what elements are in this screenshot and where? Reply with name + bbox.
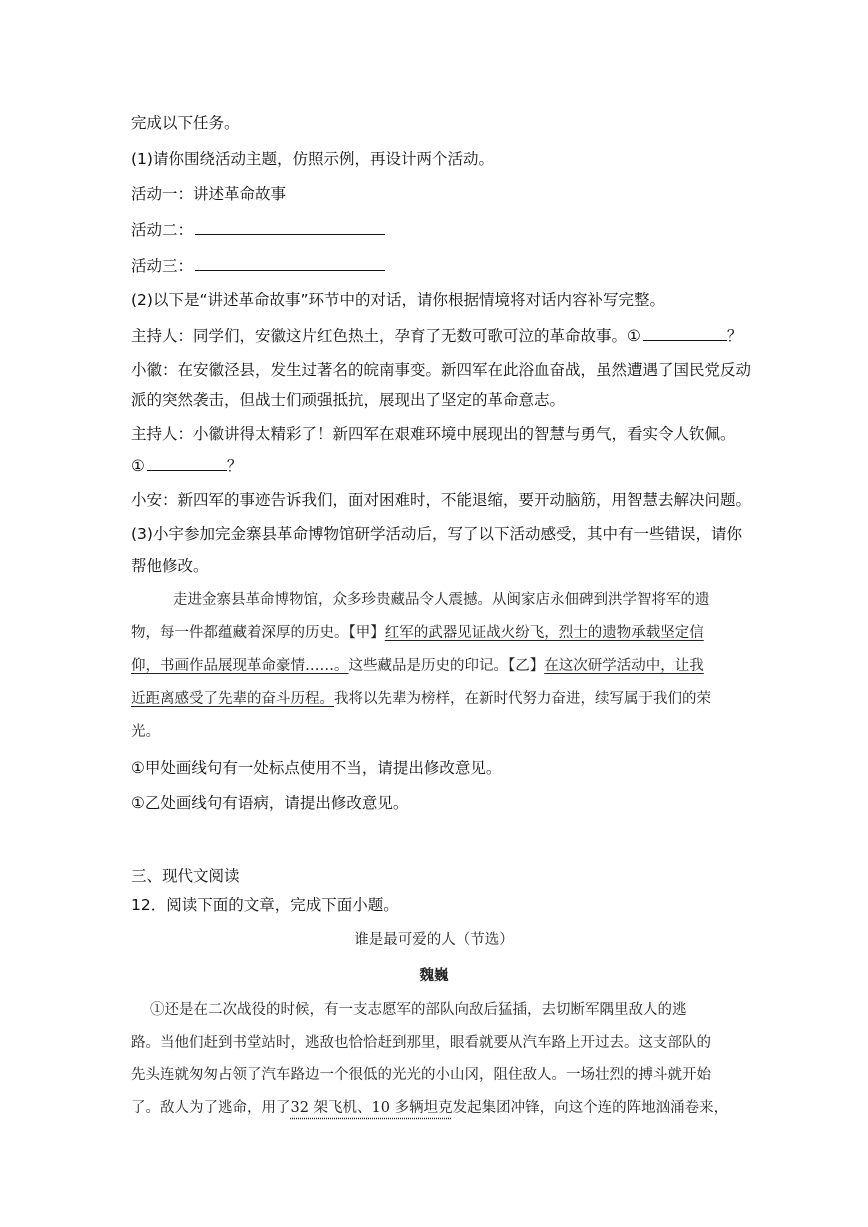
article-p1-line-4: [131, 1098, 728, 1118]
activity-3-blank[interactable]: [195, 256, 385, 271]
host-line-1-end: ？: [726, 327, 743, 345]
question-12: 12．阅读下面的文章，完成下面小题。: [131, 896, 399, 914]
host-line-2: 主持人：小徽讲得太精彩了！新四军在艰难环境中展现出的智慧与勇气，看实令人钦佩。: [131, 425, 736, 443]
activity-2: [131, 220, 385, 240]
host-line-2-end: ？: [226, 457, 243, 475]
passage-line-4-text: 我将以先辈为榜样，在新时代努力奋进，续写属于我们的荣: [334, 691, 711, 707]
passage-yi-underline-2: 近距离感受了先辈的奋斗历程。: [131, 691, 334, 707]
q2-prompt: (2)以下是“讲述革命故事”环节中的对话，请你根据情境将对话内容补写完整。: [131, 291, 666, 309]
article-p1-line-3: 先头连就匆匆占领了汽车路边一个很低的光光的小山冈，阻住敌人。一场壮烈的搏斗就开始: [131, 1067, 711, 1083]
article-p1-line-1: ①还是在二次战役的时候，有一支志愿军的部队向敌后猛插，去切断军隅里敌人的逃: [150, 1002, 687, 1018]
q1-prompt: (1)请你围绕活动主题，仿照示例，再设计两个活动。: [131, 150, 494, 168]
activity-3: [131, 256, 385, 276]
passage-line-1: 走进金寨县革命博物馆，众多珍贵藏品令人震撼。从闽家店永佃碑到洪学智将军的遗: [173, 592, 710, 608]
task-2: ①乙处画线句有语病，请提出修改意见。: [131, 794, 409, 812]
article-p1-line-4-emphasis: 32 架飞机、10 多辆坦克: [290, 1100, 453, 1116]
xiaohui-line-2: 派的突然袭击，但战士们顽强抵抗，展现出了坚定的革命意志。: [131, 391, 566, 409]
article-p1-line-4-c: 发起集团冲锋，向这个连的阵地汹涌卷来，: [452, 1100, 729, 1116]
xiaohui-line-1: 小徽：在安徽泾县，发生过著名的皖南事变。新四军在此浴血奋战，虽然遭遇了国民党反动: [131, 361, 752, 379]
article-p1-line-2: 路。当他们赶到书堂站时，逃敌也恰恰赶到那里，眼看就要从汽车路上开过去。这支部队的: [131, 1035, 711, 1051]
passage-jia-underline-2: 仰，书画作品展现革命豪情……。: [131, 658, 349, 674]
host-line-1: [131, 326, 742, 346]
activity-2-blank[interactable]: [195, 220, 385, 235]
activity-1: 活动一：讲述革命故事: [131, 185, 287, 203]
activity-3-label: 活动三：: [131, 257, 194, 275]
q3-prompt-2: 帮他修改。: [131, 557, 209, 575]
passage-line-4: [131, 689, 711, 709]
section-heading: 三、现代文阅读: [131, 867, 240, 885]
passage-line-3-text: 这些藏品是历史的印记。【乙】: [348, 658, 545, 674]
task-1: ①甲处画线句有一处标点使用不当，请提出修改意见。: [131, 759, 502, 777]
host-line-1-text: 主持人：同学们，安徽这片红色热土，孕育了无数可歌可泣的革命故事。①: [131, 327, 641, 345]
intro-text: 完成以下任务。: [131, 114, 240, 132]
passage-line-2: [131, 623, 704, 643]
article-p1-line-4-a: 了。敌人为了逃命，用了: [131, 1100, 291, 1116]
article-author: 魏巍: [419, 967, 449, 984]
passage-yi-underline-1: 在这次研学活动中，让我: [544, 658, 704, 674]
passage-line-2-text: 物，每一件都蕴藏着深厚的历史。【甲】: [131, 625, 385, 641]
passage-line-3: [131, 656, 704, 676]
xiaoan-line: 小安：新四军的事迹告诉我们，面对困难时，不能退缩，要开动脑筋，用智慧去解决问题。: [131, 491, 752, 509]
passage-jia-underline-1: 红军的武器见证战火纷飞，烈士的遗物承载坚定信: [384, 625, 704, 641]
host-line-2-answer: [131, 456, 242, 476]
host-line-1-blank[interactable]: [643, 326, 727, 341]
host-line-2-prefix: ①: [131, 457, 145, 475]
host-line-2-blank[interactable]: [147, 456, 227, 471]
q3-prompt-1: (3)小宇参加完金寨县革命博物馆研学活动后，写了以下活动感受，其中有一些错误，请你: [131, 525, 742, 543]
article-title: 谁是最可爱的人（节选）: [354, 932, 514, 948]
activity-2-label: 活动二：: [131, 221, 194, 239]
passage-line-5: 光。: [131, 724, 160, 740]
